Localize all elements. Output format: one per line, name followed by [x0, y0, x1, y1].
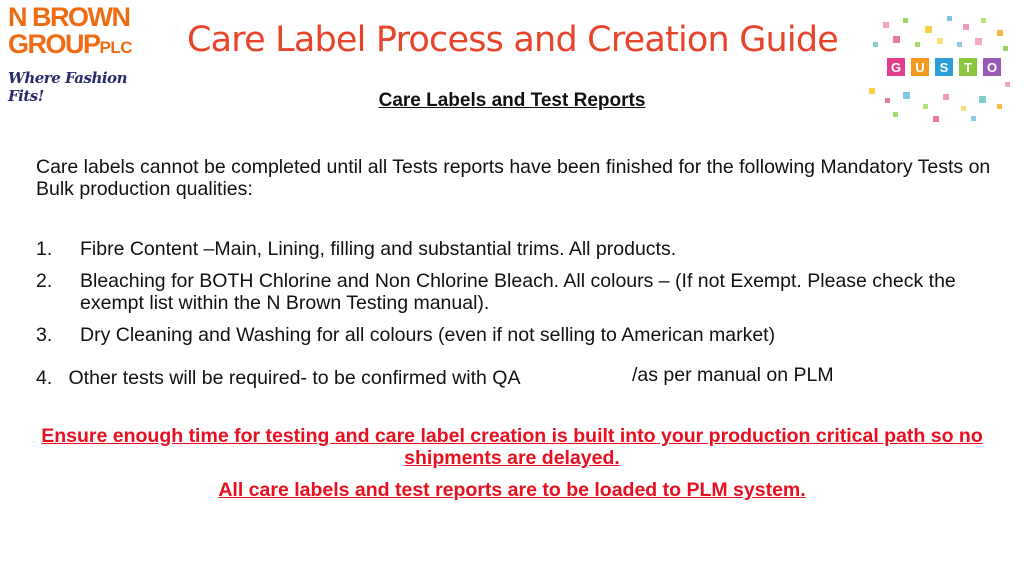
n-brown-logo	[8, 2, 138, 105]
list-item-text: Bleaching for BOTH Chlorine and Non Chlorine Bleach. All colours – (If not Exempt. Please check the exempt list within the N Brown Testing manual).	[80, 270, 956, 314]
logo-tagline: Where Fashion Fits!	[8, 69, 127, 105]
mandatory-tests-list	[36, 238, 964, 356]
gusto-letter: S	[939, 60, 949, 75]
list-item-number: 3.	[36, 324, 53, 346]
list-item-text: Dry Cleaning and Washing for all colours (even if not selling to American market)	[80, 324, 776, 346]
slide-title: Care Label Process and Creation Guide	[187, 20, 838, 60]
logo-line2: GROUPPLC	[8, 29, 133, 59]
warning-critical-path: Ensure enough time for testing and care label creation is built into your production critical path so no shipments are delayed.	[41, 425, 983, 469]
manual-note: /as per manual on PLM	[632, 364, 834, 386]
intro-paragraph: Care labels cannot be completed until all Tests reports have been finished for the following Mandatory Tests on Bulk production qualities:	[36, 156, 991, 200]
slide-subtitle: Care Labels and Test Reports	[378, 90, 646, 111]
warning-plm-upload: All care labels and test reports are to be loaded to PLM system.	[218, 479, 806, 501]
list-item	[36, 238, 964, 260]
gusto-letter: G	[890, 60, 902, 75]
gusto-letter: T	[964, 60, 972, 75]
list-item-number: 2.	[36, 270, 53, 292]
logo-line1: N BROWN	[8, 2, 130, 32]
list-item	[36, 324, 964, 346]
list-item-number: 1.	[36, 238, 53, 260]
list-item-text: Fibre Content –Main, Lining, filling and substantial trims. All products.	[80, 238, 677, 260]
gusto-letter: O	[986, 60, 998, 75]
list-item-4: 4. Other tests will be required- to be confirmed with QA	[36, 367, 521, 389]
list-item	[36, 270, 964, 314]
gusto-letter: U	[915, 60, 925, 75]
